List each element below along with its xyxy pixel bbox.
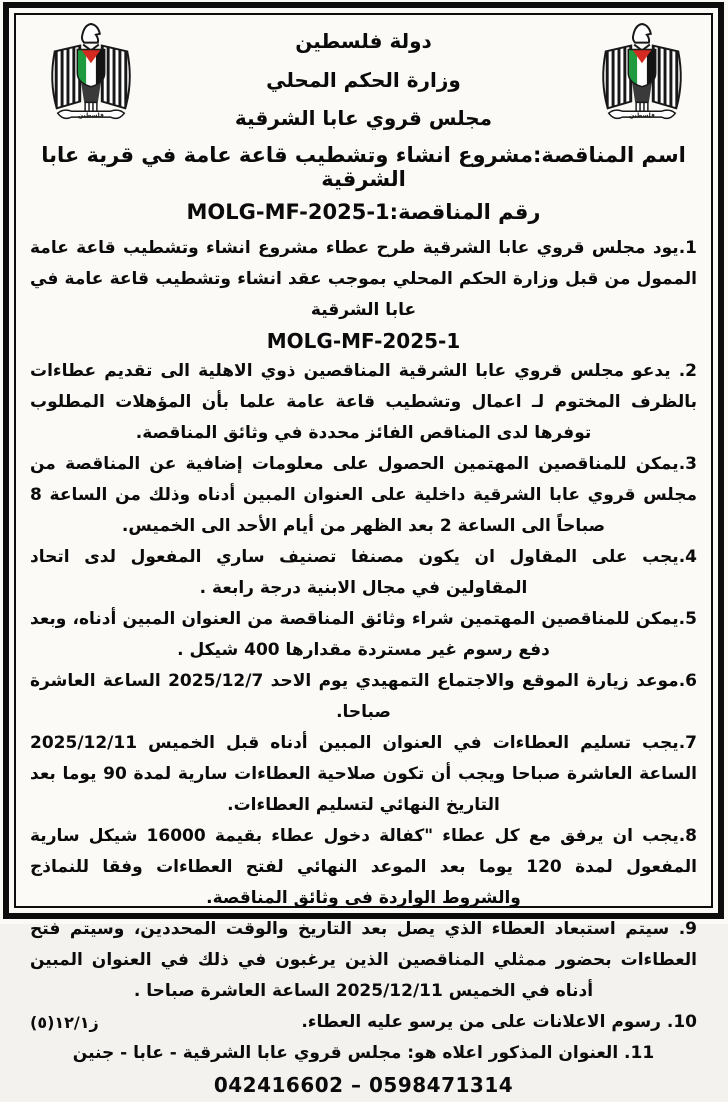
- tender-clause-2: 2. يدعو مجلس قروي عابا الشرقية المناقصين ذوي الاهلية الى تقديم عطاءات بالظرف المختوم لـ اعمال وتشطيب قاعة عامة علما بأن المؤهلات المطلوب توفرها لدى المناقص الفائز محددة في وثائق المناقصة.: [30, 361, 697, 443]
- tender-clause-1: 1.يود مجلس قروي عابا الشرقية طرح عطاء مشروع انشاء وتشطيب قاعة عامة الممول من قبل وزارة الحكم المحلي بموجب عقد انشاء وتشطيب قاعة عامة في عابا الشرقية: [30, 238, 697, 320]
- tender-clause-4: 4.يجب على المقاول ان يكون مصنفا تصنيف ساري المفعول لدى اتحاد المقاولين في مجال الابنية درجة رابعة .: [30, 547, 697, 598]
- ministry-title: وزارة الحكم المحلي: [266, 68, 461, 92]
- emblem-banner-text: فلسطين: [78, 113, 104, 120]
- palestine-coat-of-arms-right: [593, 21, 691, 125]
- council-title: مجلس قروي عابا الشرقية: [234, 106, 493, 130]
- tender-clause-5: 5.يمكن للمناقصين المهتمين شراء وثائق المناقصة من العنوان المبين أدناه، وبعد دفع رسوم غير مستردة مقدارها 400 شيكل .: [30, 609, 697, 660]
- tender-clause-9: 9. سيتم استبعاد العطاء الذي يصل بعد التاريخ والوقت المحددين، وسيتم فتح العطاءات بحضور ممثلي المناقصين الذين يرغبون في ذلك في العنوان المبين أدناه في الخميس 2025/12/11 الساعة العاشرة صباحا .: [30, 919, 697, 1001]
- eagle-emblem-icon: [42, 21, 140, 125]
- tender-clause-3: 3.يمكن للمناقصين المهتمين الحصول على معلومات إضافية عن المناقصة من مجلس قروي عابا الشرقية داخلية على العنوان المبين أدناه وذلك من الساعة 8 صباحاً الى الساعة 2 بعد الظهر من أيام الأحد الى الخميس.: [30, 454, 697, 536]
- tender-clause-10-row: [30, 1007, 697, 1038]
- tender-clause-8: 8.يجب ان يرفق مع كل عطاء "كفالة دخول عطاء بقيمة 16000 شيكل سارية المفعول لمدة 120 يوما بعد الموعد النهائي لفتح العطاءات وفقا للنماذج والشروط الواردة في وثائق المناقصة.: [30, 826, 697, 908]
- tender-clause-11: 11. العنوان المذكور اعلاه هو: مجلس قروي عابا الشرقية - عابا - جنين: [72, 1043, 655, 1063]
- tender-name: اسم المناقصة:مشروع انشاء وتشطيب قاعة عامة في قرية عابا الشرقية: [41, 143, 686, 191]
- ad-reference-number: ز١٢/١(٥): [30, 1013, 99, 1032]
- tender-clause-7: 7.يجب تسليم العطاءات في العنوان المبين أدناه قبل الخميس 2025/12/11 الساعة العاشرة صباحا ويجب أن تكون صلاحية العطاءات سارية لمدة 90 يوما بعد التاريخ النهائي لتسليم العطاءات.: [30, 733, 697, 815]
- tender-clause-10: 10. رسوم الاعلانات على من يرسو عليه العطاء.: [301, 1012, 697, 1032]
- tender-clauses: [30, 233, 697, 1102]
- tender-number: رقم المناقصة:MOLG-MF-2025-1: [186, 200, 541, 224]
- document-header: [30, 19, 697, 224]
- emblem-banner-text: فلسطين: [629, 113, 655, 120]
- tender-code: MOLG-MF-2025-1: [266, 329, 461, 353]
- eagle-emblem-icon: [593, 21, 691, 125]
- contact-phones: 042416602 – 0598471314: [213, 1073, 514, 1097]
- document-outer-border: [3, 2, 724, 1097]
- palestine-coat-of-arms-left: [42, 21, 140, 125]
- state-title: دولة فلسطين: [295, 29, 432, 53]
- tender-clause-6: 6.موعد زيارة الموقع والاجتماع التمهيدي يوم الاحد 2025/12/7 الساعة العاشرة صباحا.: [30, 671, 697, 722]
- document-inner-border: [14, 13, 713, 1097]
